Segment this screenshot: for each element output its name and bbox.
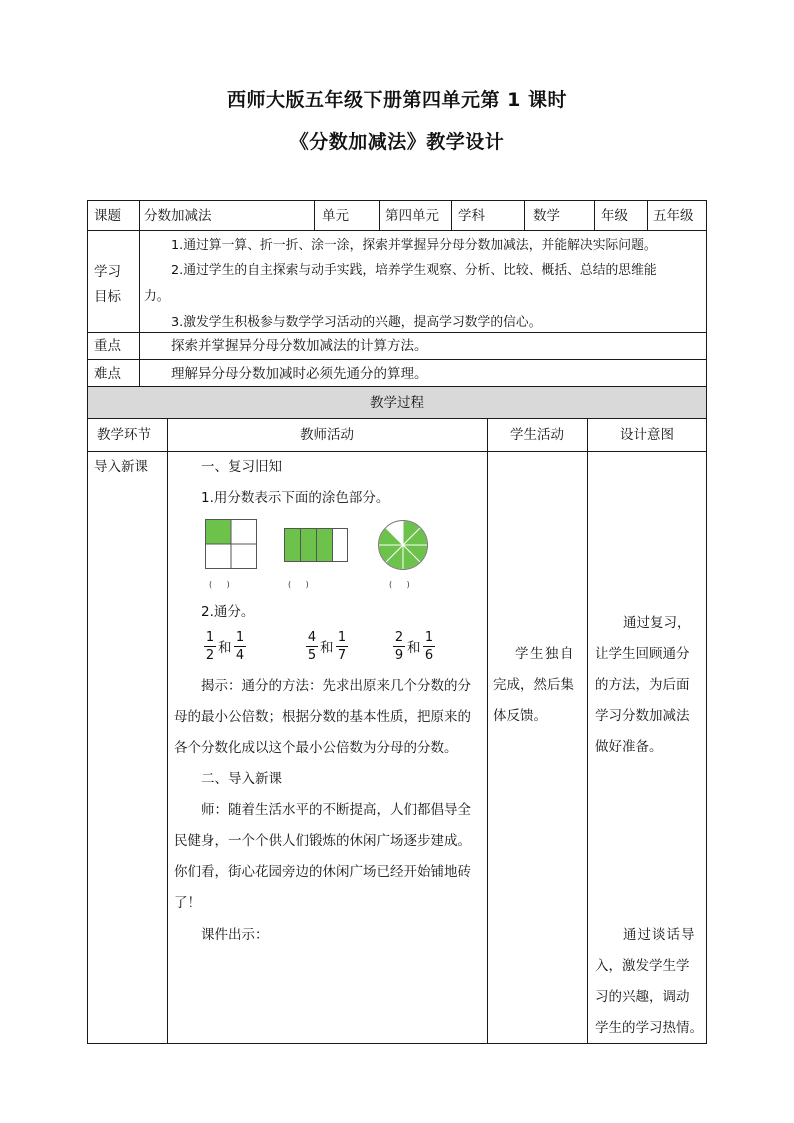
figure-rectangle-three-quarters bbox=[284, 528, 348, 562]
table-line bbox=[87, 451, 707, 452]
teacher-talk: 师：随着生活水平的不断提高，人们都倡导全 bbox=[201, 802, 471, 818]
student-activity: 学生独自 bbox=[515, 646, 575, 662]
document-title-line2: 《分数加减法》教学设计 bbox=[289, 131, 505, 153]
table-line bbox=[87, 386, 707, 387]
table-line bbox=[87, 200, 88, 1044]
design-intent: 入，激发学生学 bbox=[595, 958, 690, 974]
table-line bbox=[167, 418, 168, 1044]
table-line bbox=[139, 200, 140, 230]
table-line bbox=[379, 200, 380, 230]
danyuan-label: 单元 bbox=[322, 208, 349, 224]
answer-blank: ( ) bbox=[389, 580, 416, 589]
xueke-label: 学科 bbox=[458, 208, 485, 224]
col-student-header: 学生活动 bbox=[510, 427, 564, 443]
he-conjunction: 和 bbox=[407, 640, 421, 656]
col-stage-header: 教学环节 bbox=[97, 427, 151, 443]
table-line bbox=[706, 200, 707, 1044]
student-activity: 体反馈。 bbox=[493, 708, 547, 724]
xueke-value: 数学 bbox=[533, 208, 560, 224]
stage-intro: 导入新课 bbox=[94, 459, 148, 475]
process-header: 教学过程 bbox=[370, 395, 424, 411]
reveal-text: 母的最小公倍数；根据分数的基本性质，把原来的 bbox=[174, 709, 471, 725]
danyuan-value: 第四单元 bbox=[385, 208, 439, 224]
col-intent-header: 设计意图 bbox=[620, 427, 674, 443]
nianji-value: 五年级 bbox=[653, 208, 694, 224]
nianji-label: 年级 bbox=[601, 208, 628, 224]
design-intent: 通过复习， bbox=[623, 615, 691, 631]
question-1: 1.用分数表示下面的涂色部分。 bbox=[201, 490, 390, 506]
fraction: 1 2 bbox=[205, 630, 215, 663]
student-activity: 完成，然后集 bbox=[493, 677, 574, 693]
lesson-plan-table bbox=[87, 200, 707, 1044]
table-line bbox=[487, 418, 488, 1044]
table-line bbox=[87, 359, 707, 360]
answer-blank: ( ) bbox=[288, 580, 315, 589]
key-value: 探索并掌握异分母分数加减法的计算方法。 bbox=[171, 338, 428, 354]
table-line bbox=[587, 418, 588, 1044]
courseware-label: 课件出示： bbox=[201, 927, 269, 943]
keti-label: 课题 bbox=[94, 208, 121, 224]
reveal-text: 揭示：通分的方法：先求出原来几个分数的分 bbox=[201, 678, 471, 694]
table-line bbox=[647, 200, 648, 230]
table-line bbox=[87, 230, 707, 231]
fraction: 1 7 bbox=[337, 630, 347, 663]
table-line bbox=[87, 200, 707, 201]
design-intent: 学习分数加减法 bbox=[595, 708, 690, 724]
keti-value: 分数加减法 bbox=[144, 208, 212, 224]
table-line bbox=[87, 418, 707, 419]
goal-2: 2.通过学生的自主探索与动手实践，培养学生观察、分析、比较、概括、总结的思维能 bbox=[171, 263, 657, 278]
section-review: 一、复习旧知 bbox=[201, 459, 282, 475]
table-line bbox=[524, 200, 525, 230]
goal-3: 3.激发学生积极参与数学学习活动的兴趣，提高学习数学的信心。 bbox=[171, 315, 542, 330]
table-line bbox=[87, 332, 707, 333]
teacher-talk: 了！ bbox=[174, 895, 201, 911]
difficulty-label: 难点 bbox=[94, 366, 121, 382]
teacher-talk: 民健身，一个个供人们锻炼的休闲广场逐步建成。 bbox=[174, 833, 471, 849]
figure-square-quarter bbox=[205, 519, 257, 569]
goal-2-cont: 力。 bbox=[144, 289, 170, 304]
section-new-lesson: 二、导入新课 bbox=[201, 771, 282, 787]
table-line bbox=[139, 230, 140, 386]
fraction: 1 4 bbox=[235, 630, 245, 663]
he-conjunction: 和 bbox=[218, 640, 232, 656]
design-intent: 的方法，为后面 bbox=[595, 677, 690, 693]
design-intent: 做好准备。 bbox=[595, 739, 663, 755]
design-intent: 让学生回顾通分 bbox=[595, 646, 690, 662]
answer-blank: ( ) bbox=[209, 580, 236, 589]
figure-circle-seven-eighths bbox=[377, 519, 429, 571]
teacher-talk: 你们看，街心花园旁边的休闲广场已经开始铺地砖 bbox=[174, 864, 471, 880]
reveal-text: 各个分数化成以这个最小公倍数为分母的分数。 bbox=[174, 740, 458, 756]
goals-label: 学习 bbox=[94, 264, 121, 280]
goals-label: 目标 bbox=[94, 289, 121, 305]
col-teacher-header: 教师活动 bbox=[300, 427, 354, 443]
goal-1: 1.通过算一算、折一折、涂一涂，探索并掌握异分母分数加减法，并能解决实际问题。 bbox=[171, 238, 657, 253]
design-intent: 习的兴趣，调动 bbox=[595, 989, 690, 1005]
document-title-line1: 西师大版五年级下册第四单元第 1 课时 bbox=[227, 89, 567, 111]
he-conjunction: 和 bbox=[320, 640, 334, 656]
table-line bbox=[451, 200, 452, 230]
design-intent: 通过谈话导 bbox=[623, 927, 696, 943]
fraction: 4 5 bbox=[307, 630, 317, 663]
table-line bbox=[594, 200, 595, 230]
design-intent: 学生的学习热情。 bbox=[595, 1020, 703, 1036]
fraction: 2 9 bbox=[394, 630, 404, 663]
table-line bbox=[87, 1043, 707, 1044]
key-label: 重点 bbox=[94, 338, 121, 354]
table-line bbox=[314, 200, 315, 230]
difficulty-value: 理解异分母分数加减时必须先通分的算理。 bbox=[171, 366, 428, 382]
fraction: 1 6 bbox=[424, 630, 434, 663]
question-2: 2.通分。 bbox=[201, 604, 255, 620]
